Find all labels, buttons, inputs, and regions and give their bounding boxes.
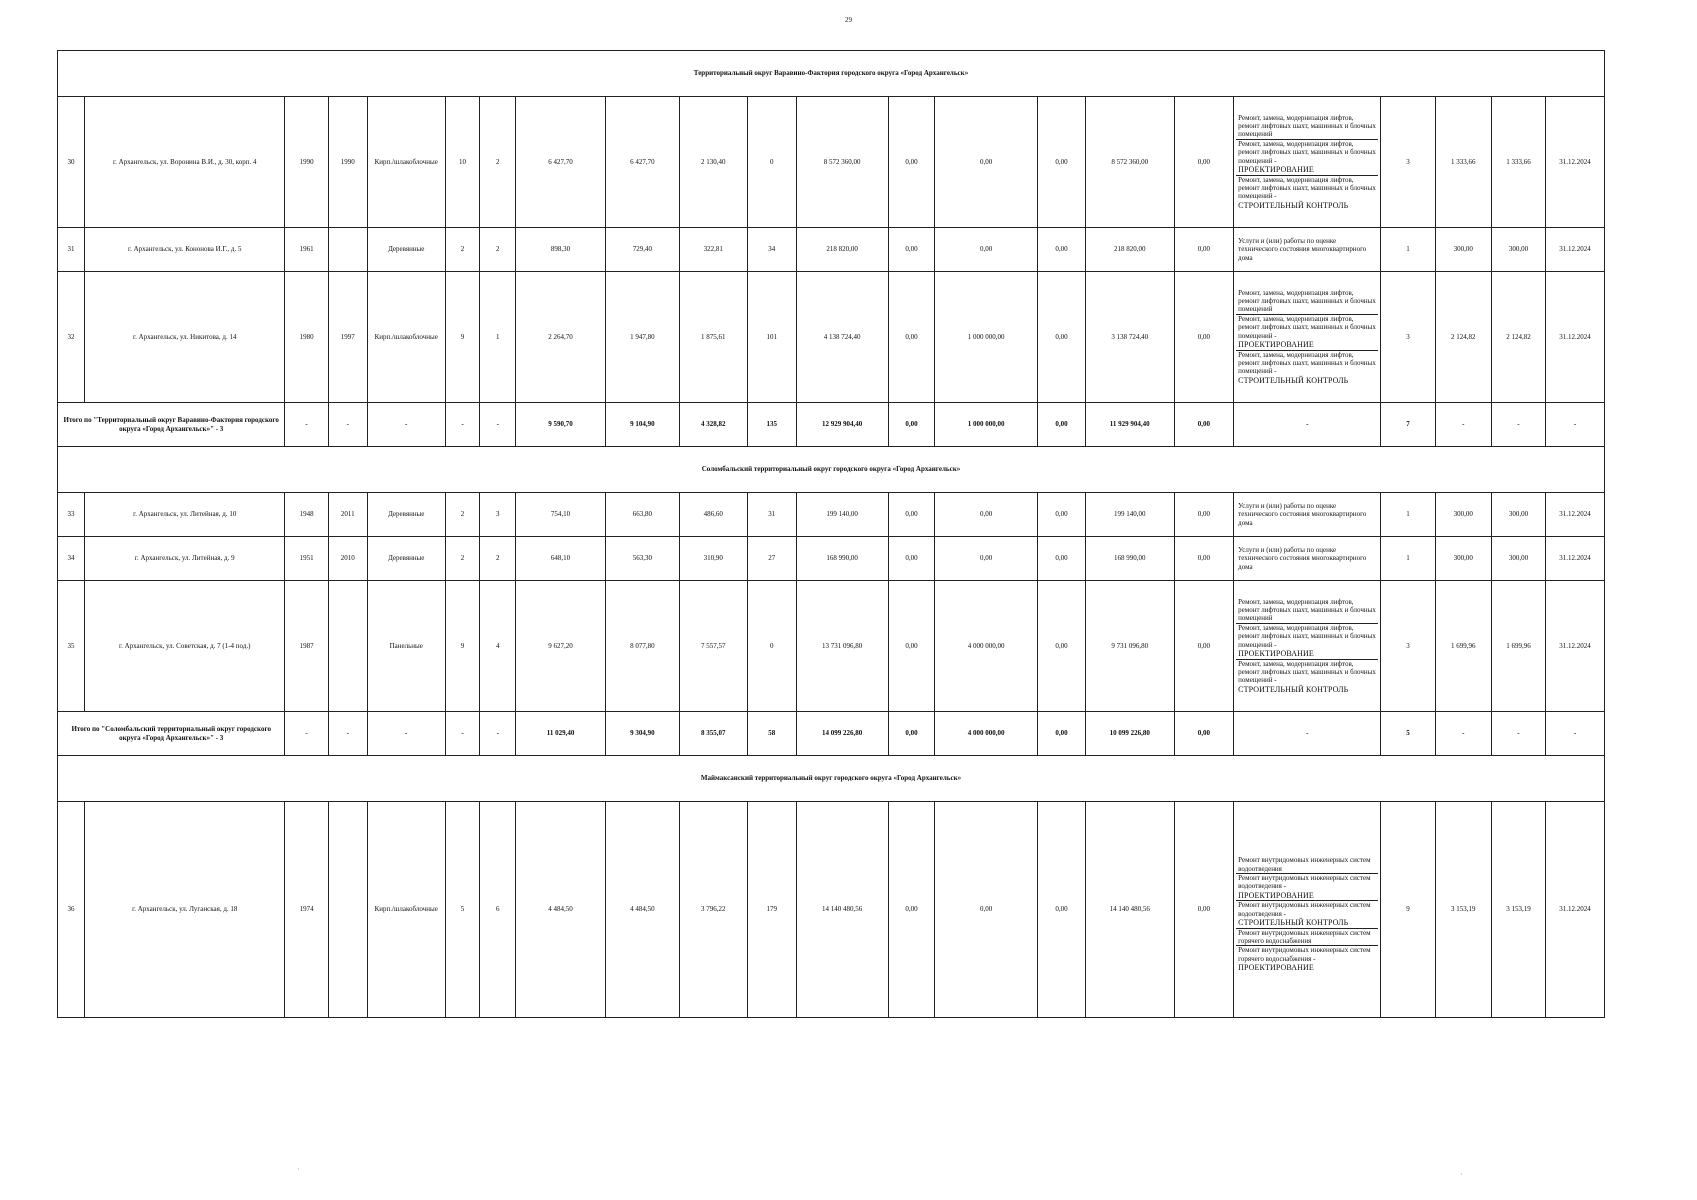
total-dash: - [445,403,480,447]
section-header [58,756,1605,802]
year-repair: 2011 [328,493,367,537]
floors-count: 2 [445,228,480,272]
area-total: 9 627,20 [516,581,606,712]
total-residents: 135 [747,403,796,447]
area-owned: 310,90 [679,537,747,581]
year-built: 1974 [285,802,328,1018]
residents-count: 179 [747,802,796,1018]
area-residential: 563,30 [606,537,680,581]
row-number: 31 [58,228,85,272]
cost-total: 199 140,00 [796,493,888,537]
year-repair: 1990 [328,97,367,228]
unit-cost: 1 333,66 [1435,97,1491,228]
total-fund-federal: 0,00 [888,712,935,756]
floors-count: 9 [445,581,480,712]
year-built: 1987 [285,581,328,712]
entrances-count: 2 [480,97,516,228]
limit-cost: 1 699,96 [1491,581,1545,712]
fund-local: 0,00 [1038,228,1086,272]
work-item [1236,856,1378,874]
limit-cost: 2 124,82 [1491,272,1545,403]
table-row [58,228,1605,272]
works-cell [1234,272,1381,403]
row-number: 30 [58,97,85,228]
total-area-total: 11 029,40 [516,712,606,756]
fund-owners: 14 140 480,56 [1085,802,1174,1018]
area-total: 2 264,70 [516,272,606,403]
deadline: 31.12.2024 [1546,537,1605,581]
total-dash: - [1546,712,1605,756]
fund-other: 0,00 [1174,802,1234,1018]
row-address: г. Архангельск, ул. Кононова И.Г., д. 5 [85,228,285,272]
area-total: 898,30 [516,228,606,272]
total-dash: - [1234,712,1381,756]
deadline: 31.12.2024 [1546,97,1605,228]
fund-other: 0,00 [1174,97,1234,228]
work-description: Ремонт внутридомовых инженерных систем горячего водоснабжения - [1238,946,1371,963]
work-description: Ремонт, замена, модернизация лифтов, ремонт лифтовых шахт, машинных и блочных помещений - [1238,139,1376,165]
total-dash: - [1234,403,1381,447]
deadline: 31.12.2024 [1546,228,1605,272]
work-stage-label: ПРОЕКТИРОВАНИЕ [1238,164,1314,174]
works-list [1236,237,1378,262]
table-row [58,272,1605,403]
limit-cost: 300,00 [1491,228,1545,272]
area-owned: 7 557,57 [679,581,747,712]
limit-cost: 1 333,66 [1491,97,1545,228]
work-item [1236,176,1378,211]
table-row [58,97,1605,228]
residents-count: 0 [747,97,796,228]
work-stage-label: ПРОЕКТИРОВАНИЕ [1238,963,1314,973]
cost-total: 4 138 724,40 [796,272,888,403]
work-count: 1 [1381,228,1435,272]
work-stage-label: ПРОЕКТИРОВАНИЕ [1238,890,1314,900]
work-description: Ремонт внутридомовых инженерных систем водоотведения - [1238,873,1371,891]
fund-federal: 0,00 [888,493,935,537]
total-cost-total: 14 099 226,80 [796,712,888,756]
row-address: г. Архангельск, ул. Советская, д. 7 (1-4 под.) [85,581,285,712]
deadline: 31.12.2024 [1546,802,1605,1018]
works-list [1236,114,1378,211]
year-built: 1980 [285,272,328,403]
area-total: 6 427,70 [516,97,606,228]
total-fund-regional: 4 000 000,00 [935,712,1038,756]
area-residential: 729,40 [606,228,680,272]
residents-count: 0 [747,581,796,712]
works-cell [1234,537,1381,581]
work-description: Ремонт, замена, модернизация лифтов, ремонт лифтовых шахт, машинных и блочных помещений - [1238,350,1376,376]
work-description: Ремонт внутридомовых инженерных систем водоотведения [1238,856,1371,873]
table-row [58,581,1605,712]
row-address: г. Архангельск, ул. Литейная, д. 10 [85,493,285,537]
year-repair [328,228,367,272]
limit-cost: 300,00 [1491,493,1545,537]
work-item [1236,624,1378,660]
wall-material: Кирп./шлакоблочные [367,97,445,228]
floors-count: 2 [445,537,480,581]
total-row [58,712,1605,756]
fund-regional: 0,00 [935,228,1038,272]
total-dash: - [480,403,516,447]
unit-cost: 300,00 [1435,228,1491,272]
work-item [1236,237,1378,262]
section-header [58,447,1605,493]
fund-federal: 0,00 [888,581,935,712]
fund-owners: 3 138 724,40 [1085,272,1174,403]
fund-other: 0,00 [1174,228,1234,272]
fund-regional: 0,00 [935,493,1038,537]
year-built: 1990 [285,97,328,228]
total-cost-total: 12 929 904,40 [796,403,888,447]
fund-regional: 0,00 [935,97,1038,228]
works-cell [1234,493,1381,537]
work-item [1236,114,1378,140]
work-stage-label: СТРОИТЕЛЬНЫЙ КОНТРОЛЬ [1238,684,1349,694]
total-dash: - [445,712,480,756]
wall-material: Деревянные [367,537,445,581]
works-list [1236,598,1378,695]
section-title: Маймаксанский территориальный округ городского округа «Город Архангельск» [58,756,1605,802]
wall-material: Кирп./шлакоблочные [367,272,445,403]
year-repair: 1997 [328,272,367,403]
total-fund-local: 0,00 [1038,712,1086,756]
work-item [1236,315,1378,351]
works-list [1236,546,1378,571]
fund-owners: 199 140,00 [1085,493,1174,537]
cost-total: 8 572 360,00 [796,97,888,228]
fund-local: 0,00 [1038,493,1086,537]
row-number: 36 [58,802,85,1018]
row-number: 34 [58,537,85,581]
area-owned: 322,81 [679,228,747,272]
floors-count: 10 [445,97,480,228]
fund-other: 0,00 [1174,272,1234,403]
fund-other: 0,00 [1174,493,1234,537]
total-dash: - [328,712,367,756]
works-cell [1234,97,1381,228]
total-dash: - [367,712,445,756]
fund-local: 0,00 [1038,97,1086,228]
work-count: 3 [1381,97,1435,228]
floors-count: 5 [445,802,480,1018]
total-dash: - [285,403,328,447]
area-owned: 3 796,22 [679,802,747,1018]
unit-cost: 1 699,96 [1435,581,1491,712]
unit-cost: 2 124,82 [1435,272,1491,403]
total-residents: 58 [747,712,796,756]
work-description: Ремонт, замена, модернизация лифтов, ремонт лифтовых шахт, машинных и блочных помещений - [1238,314,1376,340]
total-dash: - [285,712,328,756]
area-total: 754,10 [516,493,606,537]
work-description: Ремонт, замена, модернизация лифтов, ремонт лифтовых шахт, машинных и блочных помещений [1238,288,1376,314]
area-residential: 8 077,80 [606,581,680,712]
total-label: Итого по "Соломбальский территориальный округ городского округа «Город Архангельск»" - 3 [58,712,285,756]
work-description: Ремонт, замена, модернизация лифтов, ремонт лифтовых шахт, машинных и блочных помещений [1238,113,1376,139]
work-count: 9 [1381,802,1435,1018]
work-item [1236,546,1378,571]
fund-other: 0,00 [1174,581,1234,712]
floors-count: 2 [445,493,480,537]
total-dash: - [328,403,367,447]
fund-federal: 0,00 [888,228,935,272]
total-row [58,403,1605,447]
entrances-count: 2 [480,228,516,272]
area-total: 4 484,50 [516,802,606,1018]
unit-cost: 3 153,19 [1435,802,1491,1018]
work-count: 3 [1381,272,1435,403]
total-dash: - [367,403,445,447]
row-address: г. Архангельск, ул. Никитова, д. 14 [85,272,285,403]
scan-mark: · [1460,1170,1463,1179]
year-repair [328,581,367,712]
work-item [1236,901,1378,928]
work-stage-label: СТРОИТЕЛЬНЫЙ КОНТРОЛЬ [1238,200,1349,210]
row-number: 35 [58,581,85,712]
fund-other: 0,00 [1174,537,1234,581]
work-item [1236,289,1378,315]
section-header [58,51,1605,97]
work-description: Ремонт, замена, модернизация лифтов, ремонт лифтовых шахт, машинных и блочных помещений - [1238,175,1376,201]
total-fund-regional: 1 000 000,00 [935,403,1038,447]
total-fund-owners: 11 929 904,40 [1085,403,1174,447]
deadline: 31.12.2024 [1546,272,1605,403]
work-description: Ремонт, замена, модернизация лифтов, ремонт лифтовых шахт, машинных и блочных помещений - [1238,623,1376,649]
entrances-count: 4 [480,581,516,712]
fund-regional: 4 000 000,00 [935,581,1038,712]
wall-material: Деревянные [367,493,445,537]
fund-owners: 9 731 096,80 [1085,581,1174,712]
total-work-count: 7 [1381,403,1435,447]
total-dash: - [1546,403,1605,447]
work-count: 3 [1381,581,1435,712]
section-title: Соломбальский территориальный округ городского округа «Город Архангельск» [58,447,1605,493]
capital-repair-table [57,50,1605,1018]
residents-count: 34 [747,228,796,272]
floors-count: 9 [445,272,480,403]
work-count: 1 [1381,537,1435,581]
work-item [1236,946,1378,972]
fund-local: 0,00 [1038,581,1086,712]
work-stage-label: СТРОИТЕЛЬНЫЙ КОНТРОЛЬ [1238,918,1349,928]
total-work-count: 5 [1381,712,1435,756]
table-row [58,537,1605,581]
year-built: 1951 [285,537,328,581]
work-description: Услуги и (или) работы по оценке технического состояния многоквартирного дома [1238,501,1367,527]
work-item [1236,660,1378,695]
row-number: 33 [58,493,85,537]
wall-material: Деревянные [367,228,445,272]
fund-owners: 168 990,00 [1085,537,1174,581]
scan-mark: · [297,1165,300,1174]
total-fund-other: 0,00 [1174,712,1234,756]
row-number: 32 [58,272,85,403]
work-count: 1 [1381,493,1435,537]
fund-regional: 1 000 000,00 [935,272,1038,403]
work-item [1236,598,1378,624]
work-item [1236,502,1378,527]
works-list [1236,846,1378,973]
row-address: г. Архангельск, ул. Литейная, д. 9 [85,537,285,581]
fund-local: 0,00 [1038,802,1086,1018]
work-description: Ремонт внутридомовых инженерных систем горячего водоснабжения [1238,928,1371,946]
work-item [1236,874,1378,901]
wall-material: Кирп./шлакоблочные [367,802,445,1018]
entrances-count: 3 [480,493,516,537]
area-residential: 6 427,70 [606,97,680,228]
work-stage-label: ПРОЕКТИРОВАНИЕ [1238,339,1314,349]
fund-federal: 0,00 [888,97,935,228]
work-item [1236,929,1378,947]
entrances-count: 6 [480,802,516,1018]
total-dash: - [1491,712,1545,756]
works-list [1236,502,1378,527]
area-owned: 2 130,40 [679,97,747,228]
residents-count: 101 [747,272,796,403]
row-address: г. Архангельск, ул. Воронина В.И., д. 30, корп. 4 [85,97,285,228]
total-fund-owners: 10 099 226,80 [1085,712,1174,756]
total-fund-federal: 0,00 [888,403,935,447]
works-list [1236,289,1378,386]
work-stage-label: СТРОИТЕЛЬНЫЙ КОНТРОЛЬ [1238,375,1349,385]
unit-cost: 300,00 [1435,493,1491,537]
area-residential: 663,80 [606,493,680,537]
entrances-count: 1 [480,272,516,403]
work-description: Ремонт, замена, модернизация лифтов, ремонт лифтовых шахт, машинных и блочных помещений [1238,597,1376,623]
entrances-count: 2 [480,537,516,581]
total-fund-other: 0,00 [1174,403,1234,447]
residents-count: 27 [747,537,796,581]
total-dash: - [1435,403,1491,447]
work-description: Услуги и (или) работы по оценке технического состояния многоквартирного дома [1238,545,1367,571]
work-description: Ремонт, замена, модернизация лифтов, ремонт лифтовых шахт, машинных и блочных помещений - [1238,659,1376,685]
total-area-b: 4 328,82 [679,403,747,447]
fund-regional: 0,00 [935,802,1038,1018]
work-description: Услуги и (или) работы по оценке технического состояния многоквартирного дома [1238,236,1367,262]
total-label: Итого по "Территориальный округ Варавино-Фактория городского округа «Город Архангельск»" - 3 [58,403,285,447]
fund-owners: 8 572 360,00 [1085,97,1174,228]
section-title: Территориальный округ Варавино-Фактория городского округа «Город Архангельск» [58,51,1605,97]
fund-local: 0,00 [1038,272,1086,403]
table-row [58,493,1605,537]
area-owned: 1 875,61 [679,272,747,403]
fund-federal: 0,00 [888,272,935,403]
works-cell [1234,802,1381,1018]
year-built: 1961 [285,228,328,272]
year-built: 1948 [285,493,328,537]
area-total: 648,10 [516,537,606,581]
fund-regional: 0,00 [935,537,1038,581]
total-area-a: 9 304,90 [606,712,680,756]
works-cell [1234,581,1381,712]
total-area-b: 8 355,07 [679,712,747,756]
deadline: 31.12.2024 [1546,581,1605,712]
total-dash: - [1491,403,1545,447]
total-dash: - [480,712,516,756]
page-number: 29 [845,16,852,24]
fund-local: 0,00 [1038,537,1086,581]
row-address: г. Архангельск, ул. Луганская, д. 18 [85,802,285,1018]
cost-total: 13 731 096,80 [796,581,888,712]
fund-federal: 0,00 [888,537,935,581]
work-description: Ремонт внутридомовых инженерных систем водоотведения - [1238,901,1371,918]
cost-total: 168 990,00 [796,537,888,581]
works-cell [1234,228,1381,272]
area-residential: 4 484,50 [606,802,680,1018]
wall-material: Панельные [367,581,445,712]
work-item [1236,140,1378,176]
area-owned: 486,60 [679,493,747,537]
work-stage-label: ПРОЕКТИРОВАНИЕ [1238,648,1314,658]
year-repair: 2010 [328,537,367,581]
total-area-a: 9 104,90 [606,403,680,447]
limit-cost: 3 153,19 [1491,802,1545,1018]
work-item [1236,351,1378,386]
table-row [58,802,1605,1018]
fund-federal: 0,00 [888,802,935,1018]
cost-total: 218 820,00 [796,228,888,272]
cost-total: 14 140 480,56 [796,802,888,1018]
deadline: 31.12.2024 [1546,493,1605,537]
area-residential: 1 947,80 [606,272,680,403]
year-repair [328,802,367,1018]
residents-count: 31 [747,493,796,537]
limit-cost: 300,00 [1491,537,1545,581]
fund-owners: 218 820,00 [1085,228,1174,272]
total-fund-local: 0,00 [1038,403,1086,447]
total-area-total: 9 590,70 [516,403,606,447]
unit-cost: 300,00 [1435,537,1491,581]
total-dash: - [1435,712,1491,756]
